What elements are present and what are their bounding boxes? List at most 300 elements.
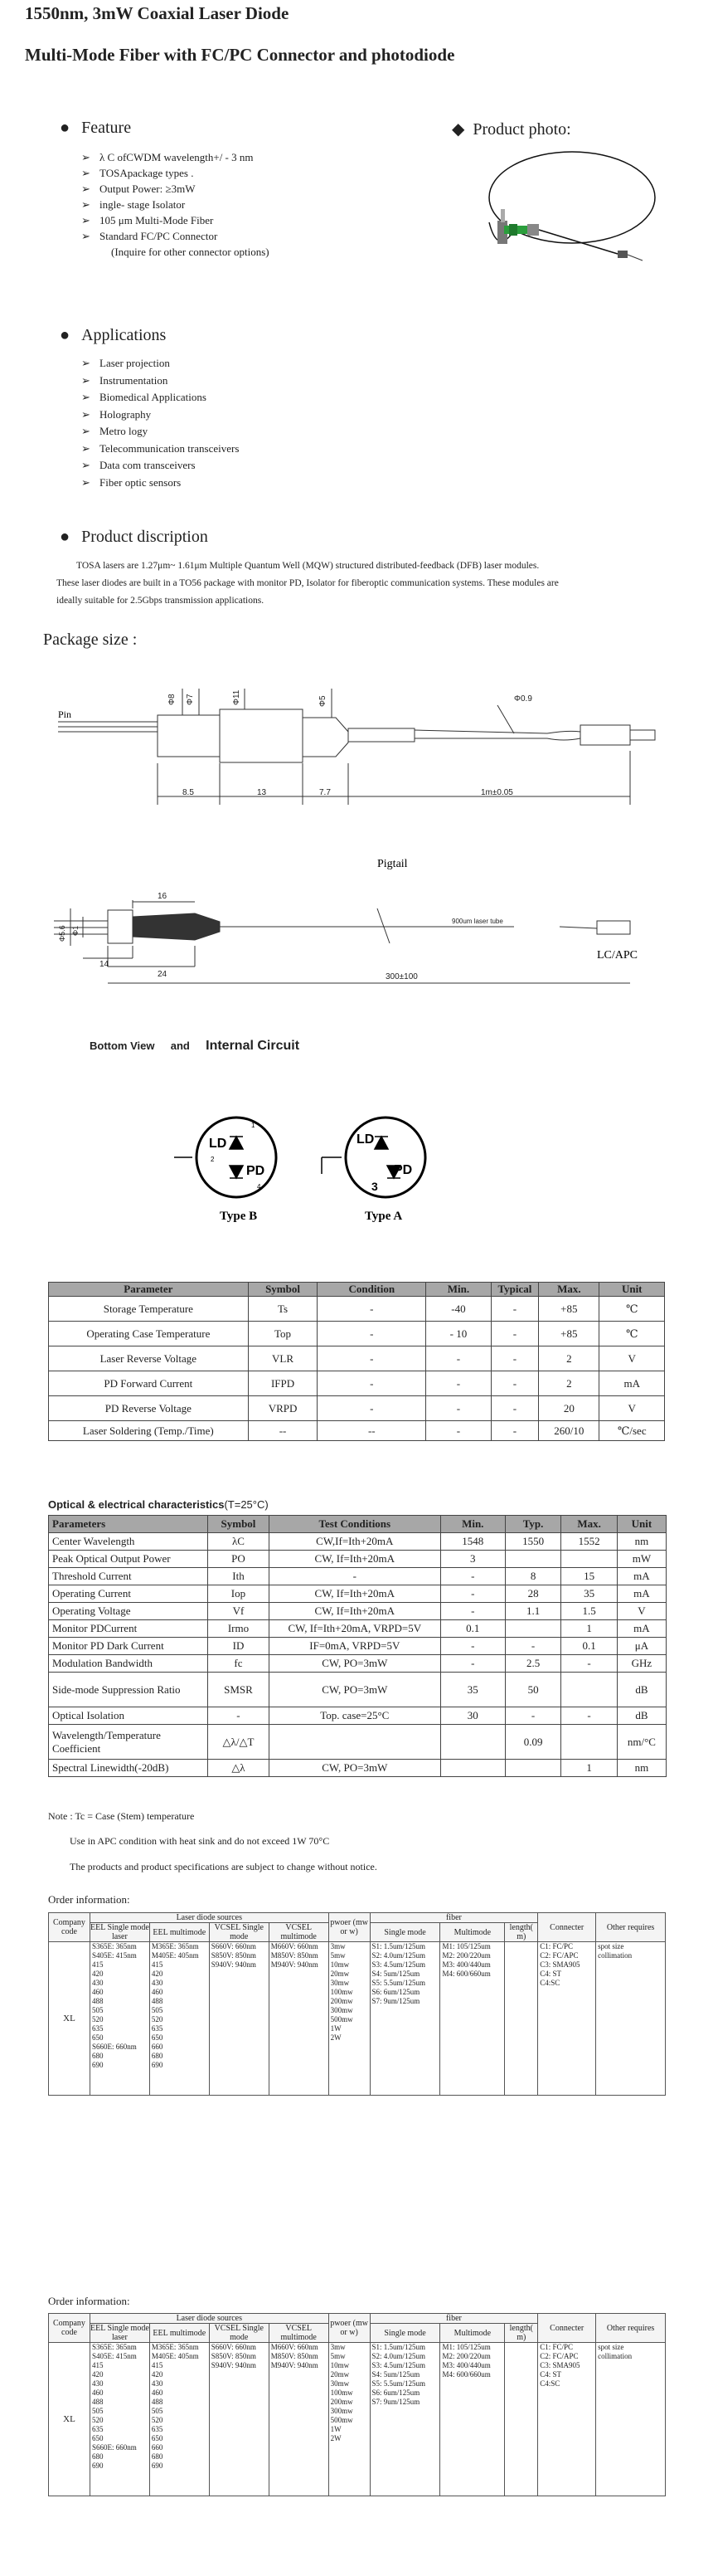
text-item: S660E: 660nm xyxy=(91,2043,137,2051)
text-item: 10mw xyxy=(330,1960,350,1969)
text-item: 520 xyxy=(91,2015,104,2023)
table-cell: ℃ xyxy=(599,1322,665,1346)
table-cell: - xyxy=(505,1707,561,1725)
table-row xyxy=(49,1346,665,1371)
table-cell xyxy=(596,1942,666,2096)
bullet-icon: ● xyxy=(60,119,70,137)
dim-label: 7.7 xyxy=(319,788,331,797)
text-item: 505 xyxy=(151,2407,163,2415)
table-cell: CW,If=Ith+20mA xyxy=(269,1533,440,1551)
list-item xyxy=(81,228,269,244)
table-cell: 3 xyxy=(440,1551,505,1568)
table-cell xyxy=(269,2343,328,2496)
text-item: Biomedical Applications xyxy=(99,391,206,403)
table-row xyxy=(49,1551,667,1568)
text-item: 3mw xyxy=(330,2343,346,2351)
table-cell: mA xyxy=(617,1568,666,1585)
table-cell: Top. case=25°C xyxy=(269,1707,440,1725)
text-item: S660V: 660nm xyxy=(211,1942,256,1950)
text-item: 680 xyxy=(91,2452,104,2461)
table-cell xyxy=(505,1620,561,1638)
table-cell xyxy=(561,1551,618,1568)
package-drawing-2 xyxy=(50,842,663,991)
table-cell: 1 xyxy=(561,1620,618,1638)
table-cell xyxy=(149,1942,209,2096)
pin-label: 1 xyxy=(251,1122,255,1129)
text-item: 635 xyxy=(91,2024,104,2033)
text-item: 460 xyxy=(151,2389,163,2397)
table-cell: 0.1 xyxy=(561,1638,618,1655)
feature-heading xyxy=(60,119,131,138)
table-cell: μA xyxy=(617,1638,666,1655)
text-item: 680 xyxy=(91,2052,104,2060)
table-cell: - xyxy=(318,1322,426,1346)
applications-heading xyxy=(60,326,166,345)
table-cell: CW, If=Ith+20mA xyxy=(269,1551,440,1568)
table-row xyxy=(49,1533,667,1551)
dim-label: Φ8 xyxy=(167,694,177,705)
table-header-cell: Min. xyxy=(440,1516,505,1533)
text-item: 680 xyxy=(151,2052,163,2060)
table-cell: - xyxy=(208,1707,269,1725)
table-header-cell: Multimode xyxy=(440,2324,505,2343)
fiber-label: 900um laser tube xyxy=(452,918,503,925)
text-item: Metro logy xyxy=(99,425,148,437)
arrow-bullet-icon: ➢ xyxy=(81,198,90,211)
pin-label: Pin xyxy=(58,709,72,720)
absolute-ratings-table xyxy=(48,1282,665,1441)
text-item: 500mw xyxy=(330,2416,353,2424)
table-cell: mA xyxy=(617,1585,666,1603)
table-cell: Ts xyxy=(248,1297,318,1322)
table-cell: PD Reverse Voltage xyxy=(49,1396,249,1421)
table-cell: Monitor PDCurrent xyxy=(49,1620,208,1638)
text-item: C1: FC/PC xyxy=(540,1942,574,1950)
table-cell: CW, PO=3mW xyxy=(269,1673,440,1707)
table-row xyxy=(49,2343,666,2496)
table-cell: dB xyxy=(617,1707,666,1725)
text-item: S1: 1.5um/125um xyxy=(371,1942,426,1950)
text-item: S660E: 660nm xyxy=(91,2443,137,2452)
text-item: 1W xyxy=(330,2024,342,2033)
product-photo xyxy=(464,139,672,280)
text-item: and xyxy=(170,1040,190,1052)
text-item: 488 xyxy=(151,1997,163,2005)
text-item: 20mw xyxy=(330,2370,350,2379)
text-item: S940V: 940nm xyxy=(211,2361,256,2369)
table-cell: PO xyxy=(208,1551,269,1568)
text-item: S6: 6um/125um xyxy=(371,2389,420,2397)
text-item: 680 xyxy=(151,2452,163,2461)
text-item: (T=25°C) xyxy=(224,1498,269,1511)
table-cell: Storage Temperature xyxy=(49,1297,249,1322)
table-cell: ID xyxy=(208,1638,269,1655)
description-text xyxy=(56,558,711,610)
text-item: S3: 4.5um/125um xyxy=(371,2361,426,2369)
text-item: M940V: 940nm xyxy=(270,1960,318,1969)
table-cell xyxy=(328,2343,370,2496)
applications-list xyxy=(81,355,239,491)
table-row xyxy=(49,1322,665,1346)
table-cell: - xyxy=(426,1371,491,1396)
table-cell: Laser Reverse Voltage xyxy=(49,1346,249,1371)
table-cell: Optical Isolation xyxy=(49,1707,208,1725)
arrow-bullet-icon: ➢ xyxy=(81,407,90,421)
table-header-cell: Test Conditions xyxy=(269,1516,440,1533)
table-cell xyxy=(90,1942,149,2096)
arrow-bullet-icon: ➢ xyxy=(81,357,90,369)
text-item: 10mw xyxy=(330,2361,350,2369)
arrow-bullet-icon: ➢ xyxy=(81,459,90,471)
text-item: Standard FC/PC Connector xyxy=(99,230,218,242)
table-cell: - xyxy=(491,1371,539,1396)
text-item: S660V: 660nm xyxy=(211,2343,256,2351)
table-row xyxy=(49,1620,667,1638)
text-item: 500mw xyxy=(330,2015,353,2023)
change-note-text: The products and product specifications are subject to change without notice. xyxy=(70,1861,377,1872)
text-item: 100mw xyxy=(330,1988,353,1996)
table-cell: Laser Soldering (Temp./Time) xyxy=(49,1421,249,1441)
table-cell: - xyxy=(440,1603,505,1620)
text-item: Laser projection xyxy=(99,357,170,369)
text-item: 415 xyxy=(151,1960,163,1969)
text-item: S5: 5.5um/125um xyxy=(371,1979,426,1987)
text-item: 300mw xyxy=(330,2006,353,2014)
dim-label: Φ7 xyxy=(186,694,195,705)
table-cell xyxy=(596,2343,666,2496)
arrow-bullet-icon: ➢ xyxy=(81,391,90,403)
table-header-cell: Max. xyxy=(561,1516,618,1533)
table-cell: +85 xyxy=(539,1297,599,1322)
text-item: 430 xyxy=(91,1979,104,1987)
table-header-cell: Other requires xyxy=(596,2314,666,2343)
text-item: 690 xyxy=(91,2061,104,2069)
table-cell xyxy=(269,1725,440,1760)
order-table-1 xyxy=(48,1912,666,2096)
text-item: S405E: 415nm xyxy=(91,1951,137,1960)
text-item: Optical & electrical characteristics xyxy=(48,1498,225,1511)
feature-list xyxy=(81,149,269,260)
table-row xyxy=(49,1638,667,1655)
connector-label: LC/APC xyxy=(597,949,638,962)
table-row xyxy=(49,1707,667,1725)
table-cell: 1.5 xyxy=(561,1603,618,1620)
table-row xyxy=(49,1396,665,1421)
table-cell xyxy=(561,1673,618,1707)
text-item: 650 xyxy=(91,2033,104,2042)
table-cell: -40 xyxy=(426,1297,491,1322)
table-cell: - xyxy=(440,1655,505,1673)
dim-label: 13 xyxy=(257,788,267,797)
text-item: 505 xyxy=(91,2006,104,2014)
text-item: M3: 400/440um xyxy=(442,1960,491,1969)
oe-heading xyxy=(48,1498,269,1511)
table-cell: 20 xyxy=(539,1396,599,1421)
text-item: M365E: 365nm xyxy=(151,2343,199,2351)
table-cell: mW xyxy=(617,1551,666,1568)
table-cell: XL xyxy=(49,1942,90,2096)
table-cell: 1 xyxy=(561,1760,618,1777)
table-cell xyxy=(505,1760,561,1777)
table-cell: 1550 xyxy=(505,1533,561,1551)
pin-diagrams xyxy=(174,1091,489,1232)
list-item xyxy=(81,373,239,390)
table-cell: 35 xyxy=(440,1673,505,1707)
text-item: 460 xyxy=(151,1988,163,1996)
text-item: 660 xyxy=(151,2443,163,2452)
order-heading: Order information: xyxy=(48,1893,130,1906)
text-item: 635 xyxy=(151,2425,163,2433)
table-cell: - xyxy=(318,1371,426,1396)
text-item: Product discription xyxy=(81,528,208,546)
table-cell: nm xyxy=(617,1760,666,1777)
table-cell: Center Wavelength xyxy=(49,1533,208,1551)
text-item: S2: 4.0um/125um xyxy=(371,1951,426,1960)
table-cell xyxy=(328,1942,370,2096)
text-item: 3mw xyxy=(330,1942,346,1950)
table-header-cell: pwoer (mw or w) xyxy=(328,1913,370,1942)
text-item: 488 xyxy=(151,2398,163,2406)
table-header-cell: Unit xyxy=(599,1283,665,1297)
text-item: 415 xyxy=(151,2361,163,2369)
table-header-cell: EEL multimode xyxy=(149,1923,209,1942)
table-cell: V xyxy=(599,1346,665,1371)
table-header-cell: Single mode xyxy=(370,2324,440,2343)
text-item: 635 xyxy=(91,2425,104,2433)
text-item: M1: 105/125um xyxy=(442,1942,491,1950)
text-item: 520 xyxy=(151,2416,163,2424)
text-item: TOSA lasers are 1.27μm~ 1.61μm Multiple Quantum Well (MQW) structured distributed-feedback (DFB) laser modules. xyxy=(76,561,540,571)
table-cell: 1.1 xyxy=(505,1603,561,1620)
pd-label: PD xyxy=(394,1163,413,1177)
list-item xyxy=(81,181,269,197)
list-item xyxy=(81,423,239,441)
table-cell: fc xyxy=(208,1655,269,1673)
table-header-cell: VCSEL Single mode xyxy=(209,2324,269,2343)
type-a-label: Type A xyxy=(365,1210,403,1223)
table-cell xyxy=(370,1942,440,2096)
table-cell: - xyxy=(561,1655,618,1673)
table-row xyxy=(49,1585,667,1603)
circuit-heading xyxy=(90,1039,299,1054)
text-item: 430 xyxy=(151,2379,163,2388)
list-item xyxy=(81,389,239,407)
package-heading: Package size : xyxy=(43,631,138,649)
table-cell xyxy=(440,1942,505,2096)
pigtail-label: Pigtail xyxy=(377,858,408,870)
text-item: (Inquire for other connector options) xyxy=(111,246,269,258)
table-header-cell: EEL Single mode laser xyxy=(90,2324,149,2342)
table-cell: λC xyxy=(208,1533,269,1551)
table-header-cell: Other requires xyxy=(596,1913,666,1942)
text-item: These laser diodes are built in a TO56 package with monitor PD, Isolator for fiberoptic communication systems. These modules are xyxy=(56,578,559,588)
text-item: S3: 4.5um/125um xyxy=(371,1960,426,1969)
text-item: Bottom View xyxy=(90,1040,155,1052)
text-item: 1W xyxy=(330,2425,342,2433)
text-item: Output Power: ≥3mW xyxy=(99,183,196,195)
table-cell xyxy=(440,2343,505,2496)
arrow-bullet-icon: ➢ xyxy=(81,151,90,163)
table-cell: CW, PO=3mW xyxy=(269,1655,440,1673)
text-item: 660 xyxy=(151,2043,163,2051)
list-item xyxy=(81,165,269,181)
table-header-cell: EEL Single mode laser xyxy=(90,1923,149,1941)
text-item: 2W xyxy=(330,2434,342,2442)
table-cell: 2 xyxy=(539,1346,599,1371)
table-cell: 1548 xyxy=(440,1533,505,1551)
text-item: ingle- stage Isolator xyxy=(99,198,186,211)
table-cell: Operating Current xyxy=(49,1585,208,1603)
table-header-cell: Laser diode sources xyxy=(90,2314,328,2324)
table-cell: nm xyxy=(617,1533,666,1551)
table-header-cell: VCSEL Single mode xyxy=(209,1923,269,1942)
dim-label: 300±100 xyxy=(386,972,418,981)
text-item: 300mw xyxy=(330,2407,353,2415)
table-cell: PD Forward Current xyxy=(49,1371,249,1396)
text-item: M850V: 850nm xyxy=(270,2352,318,2360)
text-item: S7: 9um/125um xyxy=(371,2398,420,2406)
table-header-cell: length( m) xyxy=(505,2324,538,2343)
table-header-cell: Symbol xyxy=(248,1283,318,1297)
dim-label: Φ11 xyxy=(232,689,241,705)
text-item: 505 xyxy=(91,2407,104,2415)
table-header-cell: Typical xyxy=(491,1283,539,1297)
page-subtitle: Multi-Mode Fiber with FC/PC Connector and photodiode xyxy=(25,45,455,65)
table-cell: -- xyxy=(248,1421,318,1441)
arrow-bullet-icon: ➢ xyxy=(81,425,90,437)
table-cell: VLR xyxy=(248,1346,318,1371)
table-cell: △λ xyxy=(208,1760,269,1777)
product-photo-heading xyxy=(452,119,571,139)
list-item xyxy=(81,244,269,260)
dim-label: Φ5 xyxy=(318,695,327,707)
text-item: 430 xyxy=(91,2379,104,2388)
table-cell: Spectral Linewidth(-20dB) xyxy=(49,1760,208,1777)
table-cell: ℃ xyxy=(599,1297,665,1322)
table-cell: △λ/△T xyxy=(208,1725,269,1760)
package-drawing-1 xyxy=(50,672,680,830)
table-header-cell: fiber xyxy=(370,1913,538,1923)
table-cell: Operating Voltage xyxy=(49,1603,208,1620)
table-header-cell: Symbol xyxy=(208,1516,269,1533)
text-item: 200mw xyxy=(330,2398,353,2406)
table-cell: - xyxy=(491,1297,539,1322)
table-header-cell: Typ. xyxy=(505,1516,561,1533)
text-item: 5mw xyxy=(330,1951,346,1960)
list-item xyxy=(81,355,239,373)
table-cell: Wavelength/Temperature Coefficient xyxy=(49,1725,208,1760)
text-item: S850V: 850nm xyxy=(211,1951,256,1960)
text-item: S6: 6um/125um xyxy=(371,1988,420,1996)
text-item: 2W xyxy=(330,2033,342,2042)
text-item: 690 xyxy=(91,2462,104,2470)
table-row xyxy=(49,1603,667,1620)
table-cell: XL xyxy=(49,2343,90,2496)
note-text: Note : Tc = Case (Stem) temperature xyxy=(48,1810,195,1822)
table-cell: V xyxy=(599,1396,665,1421)
table-cell: - xyxy=(505,1638,561,1655)
text-item: M660V: 660nm xyxy=(270,1942,318,1950)
pin-label: 4 xyxy=(257,1183,261,1191)
text-item: M940V: 940nm xyxy=(270,2361,318,2369)
text-item: ideally suitable for 2.5Gbps transmission applications. xyxy=(56,596,264,606)
text-item: S365E: 365nm xyxy=(91,2343,137,2351)
table-cell xyxy=(269,1942,328,2096)
arrow-bullet-icon: ➢ xyxy=(81,475,90,489)
text-item: S365E: 365nm xyxy=(91,1942,137,1950)
text-item: 30mw xyxy=(330,2379,350,2388)
table-cell xyxy=(505,1942,538,2096)
table-cell: CW, If=Ith+20mA xyxy=(269,1603,440,1620)
table-cell: Vf xyxy=(208,1603,269,1620)
table-row xyxy=(49,1655,667,1673)
table-cell: 0.1 xyxy=(440,1620,505,1638)
dim-label: 8.5 xyxy=(182,788,194,797)
table-cell: - 10 xyxy=(426,1322,491,1346)
text-item: C2: FC/APC xyxy=(540,2352,579,2360)
apc-note-text: Use in APC condition with heat sink and do not exceed 1W 70°C xyxy=(70,1835,330,1847)
text-item: M4: 600/660um xyxy=(442,2370,491,2379)
table-cell: - xyxy=(491,1322,539,1346)
table-cell xyxy=(440,1760,505,1777)
table-cell: Threshold Current xyxy=(49,1568,208,1585)
table-cell: V xyxy=(617,1603,666,1620)
description-heading xyxy=(60,528,208,547)
table-cell: Top xyxy=(248,1322,318,1346)
text-item: 420 xyxy=(91,2370,104,2379)
table-header-cell: Connecter xyxy=(538,1913,596,1942)
table-cell: IF=0mA, VRPD=5V xyxy=(269,1638,440,1655)
text-item: 430 xyxy=(151,1979,163,1987)
text-item: 415 xyxy=(91,2361,104,2369)
table-cell: 1552 xyxy=(561,1533,618,1551)
table-header-cell: Single mode xyxy=(370,1923,440,1942)
text-item: 635 xyxy=(151,2024,163,2033)
table-cell: 50 xyxy=(505,1673,561,1707)
text-item: C4: ST xyxy=(540,2370,562,2379)
text-item: λ C ofCWDM wavelength+/ - 3 nm xyxy=(99,151,254,163)
table-cell xyxy=(440,1725,505,1760)
table-header-row xyxy=(49,1283,665,1297)
table-cell xyxy=(370,2343,440,2496)
text-item: Fiber optic sensors xyxy=(99,475,182,489)
table-header-cell: VCSEL multimode xyxy=(269,2324,328,2343)
table-cell xyxy=(90,2343,149,2496)
text-item: S2: 4.0um/125um xyxy=(371,2352,426,2360)
text-item: S5: 5.5um/125um xyxy=(371,2379,426,2388)
arrow-bullet-icon: ➢ xyxy=(81,214,90,226)
text-item: M405E: 405nm xyxy=(151,2352,199,2360)
table-cell xyxy=(561,1725,618,1760)
table-cell xyxy=(505,1551,561,1568)
table-cell xyxy=(538,2343,596,2496)
table-header-cell: fiber xyxy=(370,2314,538,2324)
text-item: 488 xyxy=(91,2398,104,2406)
ld-label: LD xyxy=(209,1137,227,1151)
table-cell xyxy=(209,1942,269,2096)
text-item: Internal Circuit xyxy=(206,1039,300,1053)
bullet-icon: ● xyxy=(60,528,70,546)
table-cell: -- xyxy=(318,1421,426,1441)
table-cell: +85 xyxy=(539,1322,599,1346)
text-item: Applications xyxy=(81,326,167,344)
table-cell: - xyxy=(318,1297,426,1322)
pin-label: 2 xyxy=(211,1156,215,1163)
list-item xyxy=(81,149,269,165)
table-header-cell: pwoer (mw or w) xyxy=(328,2314,370,2343)
text-item: 690 xyxy=(151,2061,163,2069)
table-cell: - xyxy=(491,1421,539,1441)
